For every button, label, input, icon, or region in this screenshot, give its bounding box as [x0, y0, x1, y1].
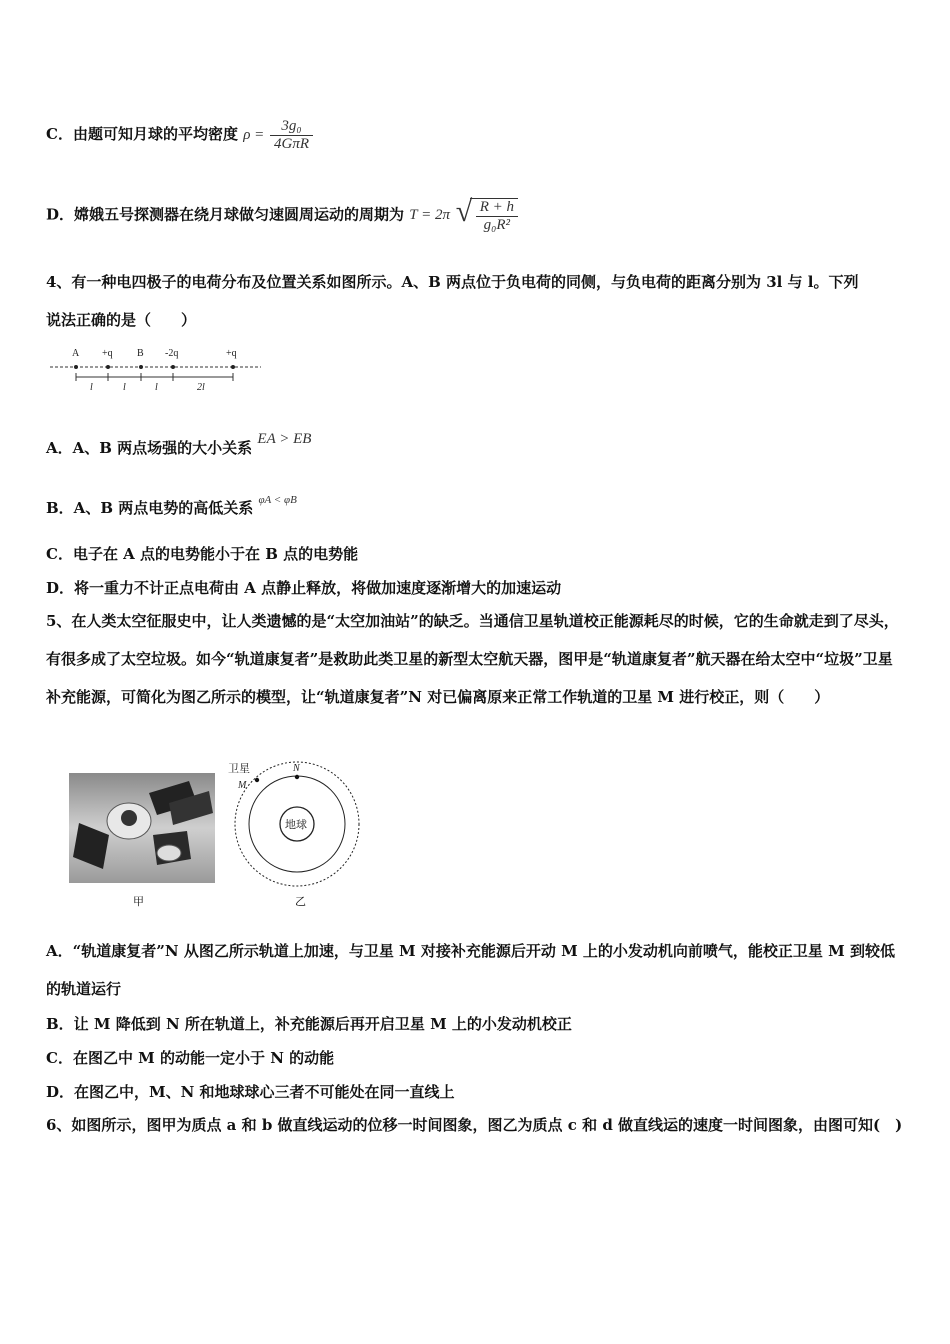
- fig-a-caption: 甲: [133, 895, 144, 908]
- label-plus-q-2: +q: [226, 348, 237, 359]
- label-b: B: [137, 348, 144, 359]
- label-earth: 地球: [285, 818, 307, 831]
- q4-option-a: A．A、B 两点场强的大小关系 EA > EB: [46, 431, 312, 457]
- orbit-diagram: [222, 760, 372, 895]
- density-fraction: $\frac{\text{3g₀}}{\text{4GπR}}$: [270, 118, 313, 153]
- q3-option-d: [46, 198, 518, 234]
- quadrupole-diagram: [46, 345, 266, 395]
- q4-stem-line1: 4、有一种电四极子的电荷分布及位置关系如图所示。A、B 两点位于负电荷的同侧，与负电荷的距离分别为 3l 与 l。下列: [46, 273, 859, 291]
- point-b: [139, 365, 143, 369]
- q4-option-a-formula: EA > EB: [257, 431, 312, 447]
- q3-option-d-formula: T = 2π √ $\frac{R + h}{\text{g₀R²}}$: [409, 207, 518, 223]
- point-a: [74, 365, 78, 369]
- charge-minus-2q: [171, 365, 175, 369]
- q3-option-c-formula: ρ = $\frac{\text{3g₀}}{\text{4GπR}}$: [243, 127, 313, 143]
- segment-2: l: [123, 382, 126, 393]
- q5-option-d: D．在图乙中，M、N 和地球球心三者不可能处在同一直线上: [46, 1083, 455, 1101]
- charge-plus-q-2: [231, 365, 235, 369]
- q4-option-b: B．A、B 两点电势的高低关系 $^{\varphi A < \varphi B}$: [46, 494, 297, 517]
- q6-stem: 6、如图所示，图甲为质点 a 和 b 做直线运动的位移一时间图象，图乙为质点 c 和 d 做直线运的速度一时间图象，由图可知( ): [46, 1116, 903, 1134]
- q4-stem-line2: 说法正确的是（ ）: [46, 311, 197, 329]
- label-plus-q-1: +q: [102, 348, 113, 359]
- charge-plus-q-1: [106, 365, 110, 369]
- q5-option-a: A．“轨道康复者”N 从图乙所示轨道上加速，与卫星 M 对接补充能源后开动 M 上的小发动机向前喷气，能校正卫星 M 到较低的轨道运行: [46, 942, 895, 998]
- q4-option-c: C．电子在 A 点的电势能小于在 B 点的电势能: [46, 545, 359, 563]
- q5-option-c: C．在图乙中 M 的动能一定小于 N 的动能: [46, 1049, 335, 1067]
- segment-1: l: [90, 382, 93, 393]
- q5-option-b: B．让 M 降低到 N 所在轨道上，补充能源后再开启卫星 M 上的小发动机校正: [46, 1015, 572, 1033]
- satellite-photo: [69, 773, 215, 883]
- label-a: A: [72, 348, 80, 359]
- q4-option-d: D．将一重力不计正点电荷由 A 点静止释放，将做加速度逐渐增大的加速运动: [46, 579, 562, 597]
- label-n: N: [293, 763, 300, 774]
- fig-b-caption: 乙: [295, 895, 306, 908]
- label-satellite: 卫星: [228, 762, 250, 775]
- q5-stem: 5、在人类太空征服史中，让人类遗憾的是“太空加油站”的缺乏。当通信卫星轨道校正能源耗尽的时候，它的生命就走到了尽头，有很多成了太空垃圾。如今“轨道康复者”是救助此类卫星的新型太空航天器，图甲是“轨道康复者”航天器在给太空中“垃圾”卫星补充能源，可简化为图乙所示的模型，让“轨道康复者”N 对已偏离原来正常工作轨道的卫星 M 进行校正，则（ ）: [46, 612, 899, 706]
- label-m: M: [238, 780, 247, 791]
- segment-3: l: [155, 382, 158, 393]
- q4-option-b-formula: φA < φB: [258, 494, 297, 506]
- period-sqrt: √ $\frac{R + h}{\text{g₀R²}}$: [470, 198, 518, 234]
- q3-option-c: [46, 118, 313, 153]
- label-minus-2q: -2q: [165, 348, 179, 359]
- q3-option-c-text: C．由题可知月球的平均密度: [46, 124, 238, 143]
- q3-option-d-text: D．嫦娥五号探测器在绕月球做匀速圆周运动的周期为: [46, 205, 405, 224]
- segment-4: 2l: [197, 382, 205, 393]
